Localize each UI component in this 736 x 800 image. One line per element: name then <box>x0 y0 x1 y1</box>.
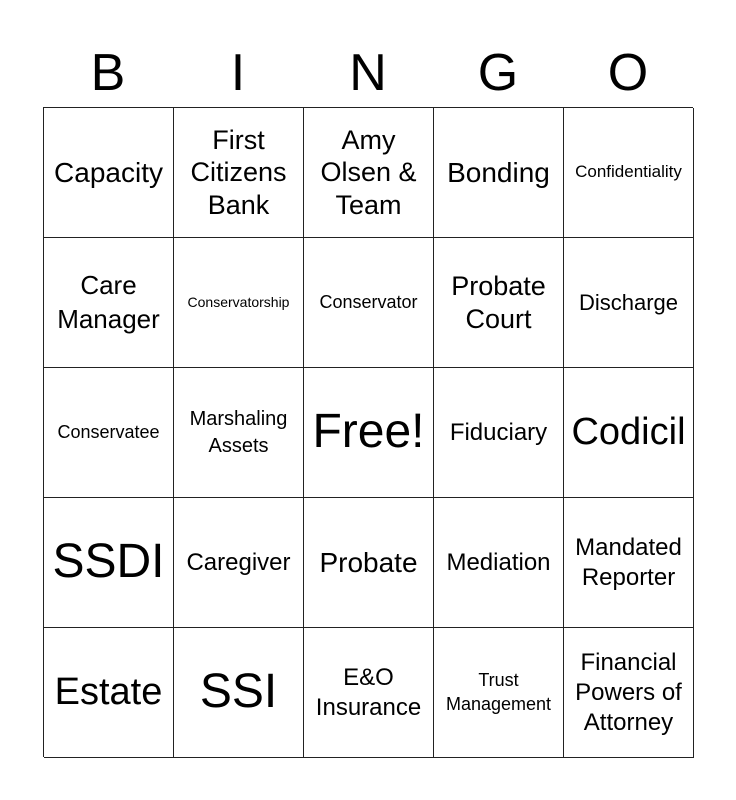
cell-label: Probate Court <box>451 271 546 334</box>
bingo-cell[interactable] <box>174 368 304 498</box>
cell-label: Fiduciary <box>449 418 548 446</box>
bingo-board <box>43 107 693 757</box>
bingo-cell[interactable] <box>174 238 304 368</box>
bingo-cell[interactable] <box>304 108 434 238</box>
bingo-cell[interactable] <box>44 108 174 238</box>
cell-label: Marshaling Assets <box>189 407 288 457</box>
cell-label: Bonding <box>447 156 550 188</box>
bingo-cell[interactable] <box>304 498 434 628</box>
bingo-cell[interactable] <box>304 238 434 368</box>
bingo-cell[interactable] <box>564 368 694 498</box>
cell-label: SSDI <box>52 535 165 589</box>
cell-label: Probate <box>319 546 418 578</box>
free-space-cell[interactable] <box>304 368 434 498</box>
bingo-header <box>43 40 693 106</box>
bingo-cell[interactable] <box>434 238 564 368</box>
cell-label: Codicil <box>571 410 686 453</box>
cell-label: Mandated Reporter <box>575 533 682 591</box>
bingo-cell[interactable] <box>434 108 564 238</box>
bingo-cell[interactable] <box>564 498 694 628</box>
header-letter-i: I <box>230 44 246 102</box>
bingo-cell[interactable] <box>564 628 694 758</box>
cell-label: Caregiver <box>186 548 291 576</box>
bingo-cell[interactable] <box>304 628 434 758</box>
cell-label: SSI <box>199 665 278 719</box>
header-letter-n: N <box>349 44 387 102</box>
cell-label: Conservatee <box>57 421 160 442</box>
cell-label: Conservatorship <box>187 294 290 311</box>
bingo-cell[interactable] <box>434 628 564 758</box>
bingo-cell[interactable] <box>564 108 694 238</box>
cell-label: Estate <box>54 670 163 713</box>
cell-label: Trust Management <box>445 670 552 714</box>
bingo-cell[interactable] <box>564 238 694 368</box>
bingo-cell[interactable] <box>44 368 174 498</box>
cell-label: Capacity <box>54 156 163 188</box>
cell-label: E&O Insurance <box>315 663 422 721</box>
cell-label: Amy Olsen & Team <box>320 124 417 220</box>
cell-label: Financial Powers of Attorney <box>575 648 682 736</box>
bingo-cell[interactable] <box>434 368 564 498</box>
bingo-cell[interactable] <box>44 238 174 368</box>
bingo-cell[interactable] <box>174 628 304 758</box>
header-letter-o: O <box>607 44 649 102</box>
bingo-cell[interactable] <box>174 498 304 628</box>
cell-label: Discharge <box>578 289 679 315</box>
bingo-cell[interactable] <box>44 498 174 628</box>
cell-label: Conservator <box>319 291 418 312</box>
bingo-cell[interactable] <box>44 628 174 758</box>
cell-label: First Citizens Bank <box>190 124 287 220</box>
bingo-cell[interactable] <box>174 108 304 238</box>
bingo-cell[interactable] <box>434 498 564 628</box>
header-letter-b: B <box>90 44 126 102</box>
cell-label: Care Manager <box>57 269 160 334</box>
header-letter-g: G <box>477 44 519 102</box>
free-space-label: Free! <box>312 405 425 459</box>
cell-label: Confidentiality <box>575 162 682 182</box>
cell-label: Mediation <box>446 548 551 576</box>
